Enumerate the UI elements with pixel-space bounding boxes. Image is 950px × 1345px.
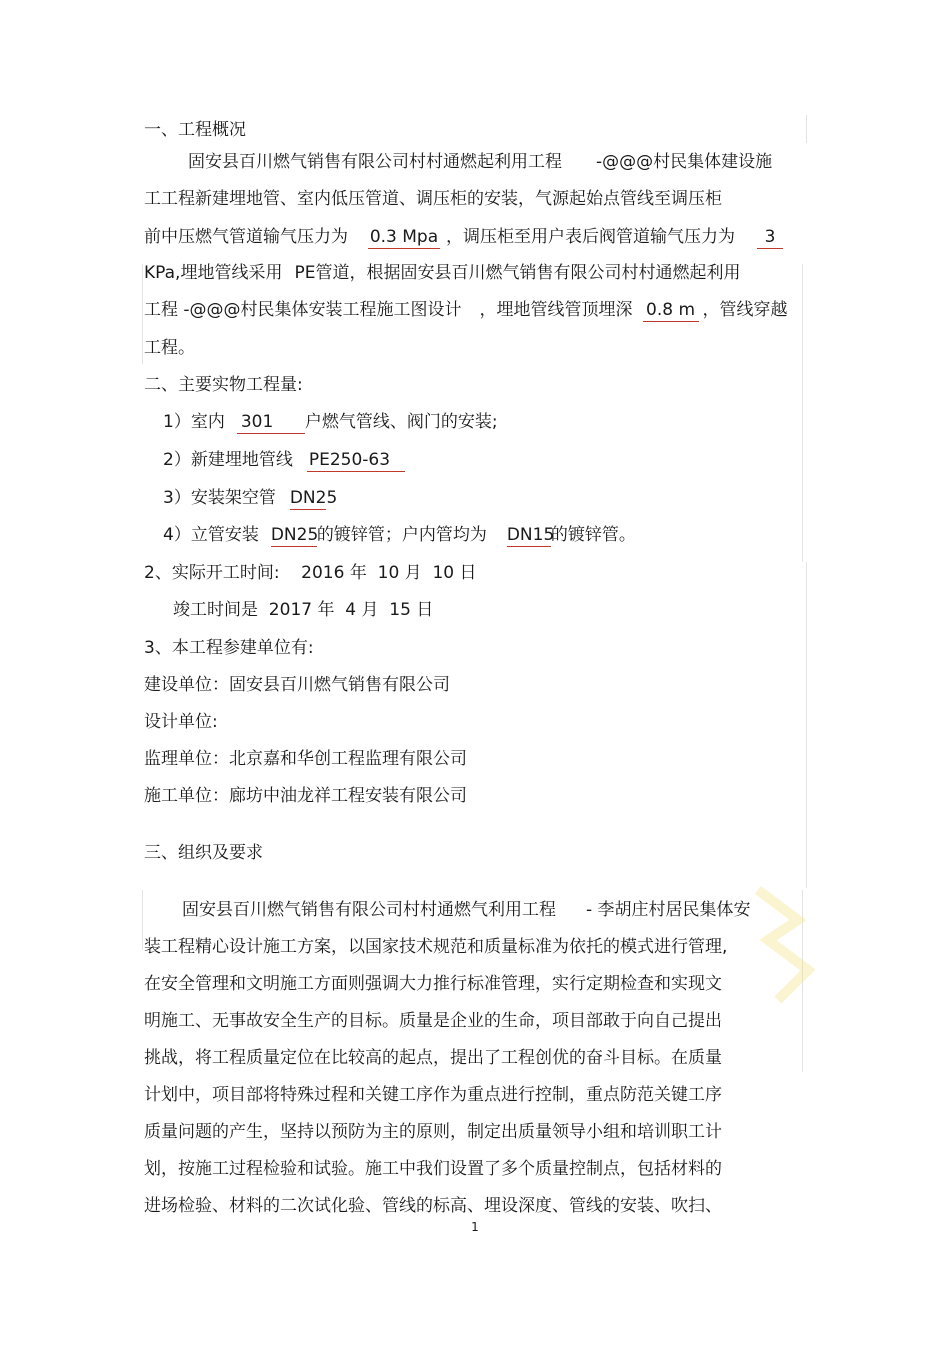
units-title: 3、本工程参建单位有: (144, 638, 314, 658)
text: 3）安装架空管 (163, 488, 276, 508)
org-line-6: 计划中，项目部将特殊过程和关键工序作为重点进行控制，重点防范关键工序 (144, 1085, 722, 1105)
org-line-8: 划，按施工过程检验和试验。施工中我们设置了多个质量控制点，包括材料的 (144, 1159, 722, 1179)
pipe-spec: PE250-63 (307, 449, 405, 472)
overview-line-6: 工程。 (144, 338, 195, 358)
text: PE管道，根据固安县百川燃气销售有限公司村村通燃起利用 (294, 263, 741, 283)
section-title-organization: 三、组织及要求 (144, 843, 263, 863)
pipe-spec: DN25 (289, 488, 338, 508)
text: 2）新建埋地管线 (163, 450, 293, 470)
overview-line-1 (188, 149, 772, 175)
org-line-4: 明施工、无事故安全生产的目标。质量是企业的生命，项目部敢于向自己提出 (144, 1011, 722, 1031)
text: 村民集体建设施 (653, 152, 773, 172)
org-line-2: 装工程精心设计施工方案，以国家技术规范和质量标准为依托的模式进行管理, (144, 937, 728, 957)
text: 村民集体安装工程施工图设计 (240, 300, 462, 320)
unit-supervise: 监理单位：北京嘉和华创工程监理有限公司 (144, 749, 467, 769)
section-title-quantities: 二、主要实物工程量: (144, 375, 303, 395)
faint-stamp-icon (738, 880, 828, 1010)
quantity-item-3 (163, 485, 338, 511)
text: -@@@ (596, 152, 654, 172)
pipe-spec: DN25 (270, 525, 319, 545)
text: 前中压燃气管道输气压力为 (144, 227, 348, 247)
text: 4）立管安装 (163, 525, 259, 545)
quantity-item-4 (163, 522, 636, 548)
page-number: 1 (471, 1220, 479, 1234)
text: - 李胡庄村居民集体安 (586, 900, 751, 920)
text: 的镀锌管。 (550, 525, 636, 545)
overview-line-3 (144, 224, 783, 250)
frame-line (142, 890, 143, 950)
org-line-9: 进场检验、材料的二次试化验、管线的标高、埋设深度、管线的安装、吹扫、 (144, 1196, 722, 1216)
frame-line (802, 264, 803, 562)
overview-line-4 (144, 260, 740, 286)
frame-line (806, 115, 807, 143)
unit-construct: 施工单位：廊坊中油龙祥工程安装有限公司 (144, 786, 467, 806)
pipe-spec: DN15 (506, 525, 555, 545)
overview-line-5 (144, 297, 788, 323)
burial-depth-value: 0.8 m (643, 299, 699, 322)
pressure-value-low: 3 (757, 226, 783, 249)
text: 固安县百川燃气销售有限公司村村通燃气利用工程 (182, 900, 556, 920)
text: ，调压柜至用户表后阀管道输气压力为 (446, 227, 735, 247)
quantity-item-1 (163, 409, 498, 435)
text: 户燃气管线、阀门的安装; (304, 412, 498, 432)
quantity-item-2 (163, 447, 405, 473)
text: 固安县百川燃气销售有限公司村村通燃起利用工程 (188, 152, 562, 172)
org-line-1 (182, 897, 751, 923)
org-line-7: 质量问题的产生，坚持以预防为主的原则，制定出质量领导小组和培训职工计 (144, 1122, 722, 1142)
section-title-overview: 一、工程概况 (144, 120, 246, 140)
text: ，管线穿越 (702, 300, 788, 320)
frame-line (806, 562, 807, 888)
start-time: 2、实际开工时间: 2016 年 10 月 10 日 (144, 563, 477, 583)
unit-design: 设计单位: (144, 712, 218, 732)
pressure-value-mid: 0.3 Mpa (369, 227, 439, 247)
text: 1）室内 (163, 412, 225, 432)
text: ，埋地管线管顶埋深 (479, 300, 633, 320)
text: 工程 -@@@ (144, 300, 241, 320)
text: 的镀锌管；户内管均为 (316, 525, 487, 545)
household-count: 301 (237, 411, 305, 434)
org-line-5: 挑战，将工程质量定位在比较高的起点，提出了工程创优的奋斗目标。在质量 (144, 1048, 722, 1068)
end-time: 竣工时间是 2017 年 4 月 15 日 (173, 600, 434, 620)
frame-line (142, 264, 143, 364)
org-line-3: 在安全管理和文明施工方面则强调大力推行标准管理，实行定期检查和实现文 (144, 974, 722, 994)
overview-line-2: 工工程新建埋地管、室内低压管道、调压柜的安装，气源起始点管线至调压柜 (144, 189, 722, 209)
unit-build: 建设单位：固安县百川燃气销售有限公司 (144, 675, 450, 695)
text: KPa,埋地管线采用 (144, 263, 283, 283)
